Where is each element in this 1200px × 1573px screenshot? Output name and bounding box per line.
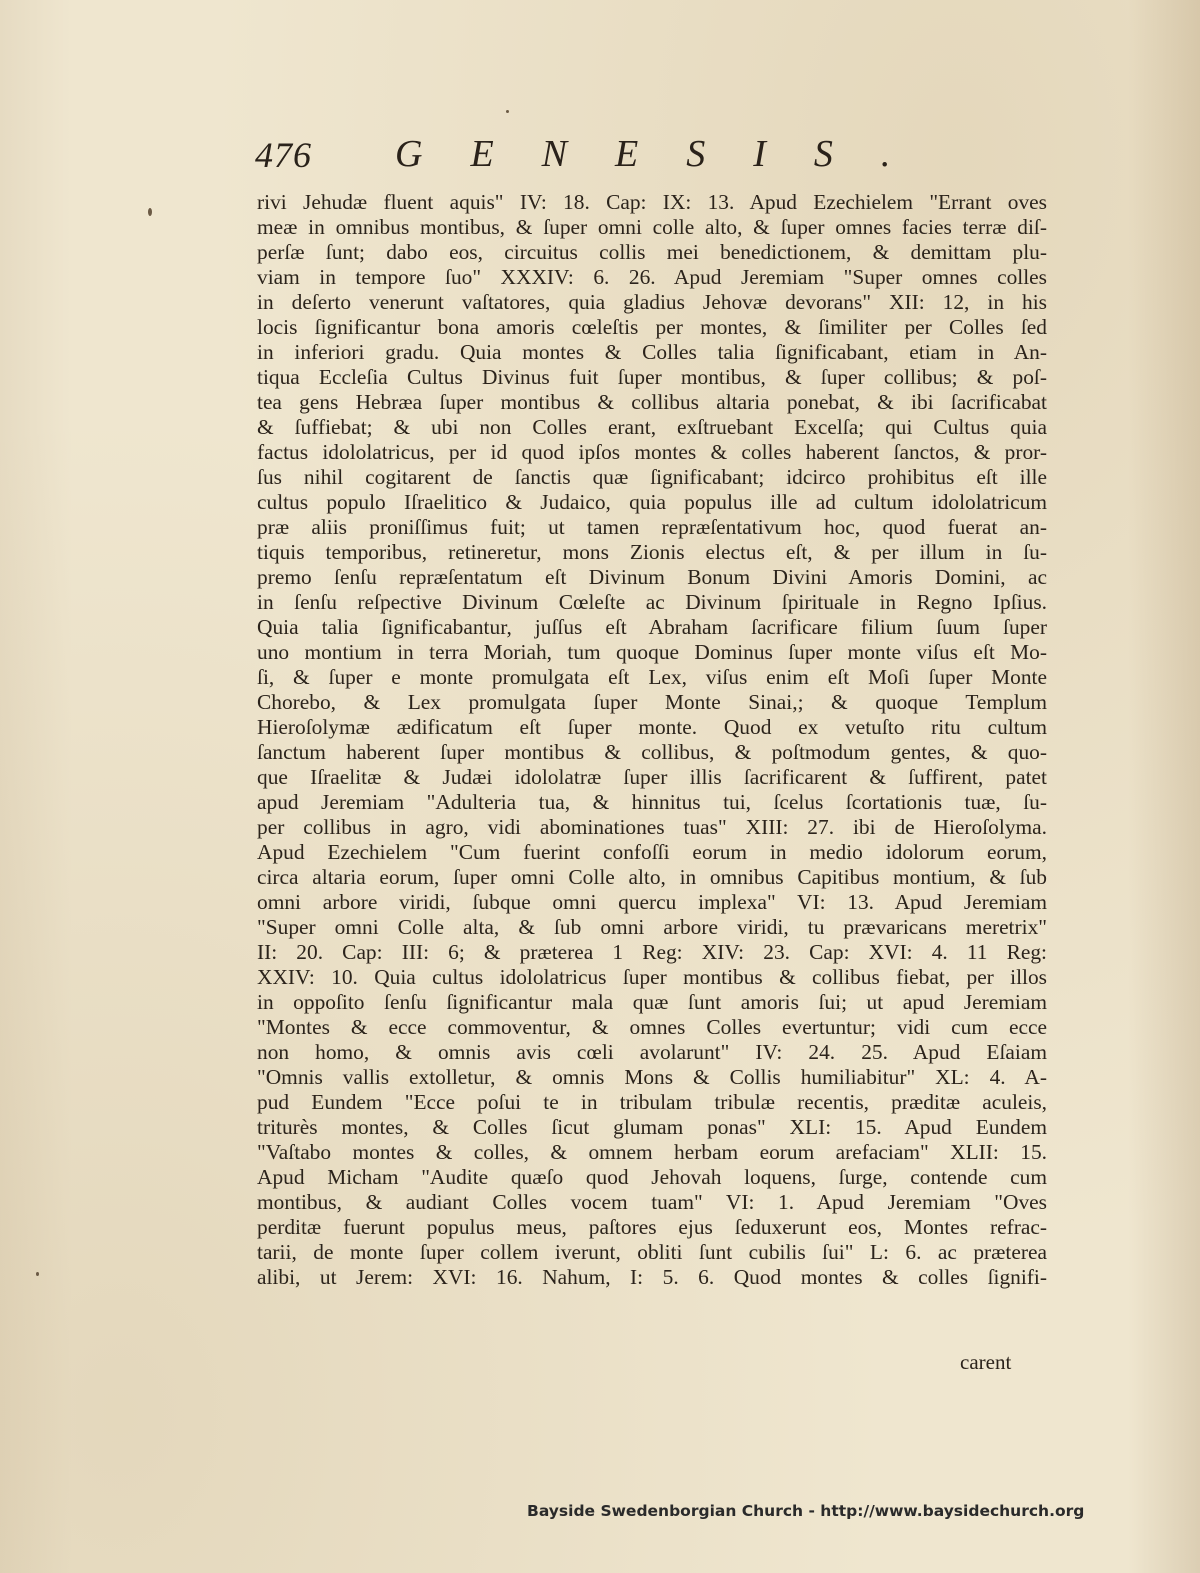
text-line: Apud Micham "Audite quæſo quod Jehovah loquens, ſurge, contende cum: [257, 1165, 1047, 1189]
text-line: apud Jeremiam "Adulteria tua, & hinnitus tui, ſcelus ſcortationis tuæ, ſu-: [257, 790, 1047, 814]
text-line: uno montium in terra Moriah, tum quoque Dominus ſuper monte viſus eſt Mo-: [257, 640, 1047, 664]
text-line: Chorebo, & Lex promulgata ſuper Monte Sinai,; & quoque Templum: [257, 690, 1047, 714]
text-line: que Iſraelitæ & Judæi idololatræ ſuper illis ſacrificarent & ſuffirent, patet: [257, 765, 1047, 789]
text-line: præ aliis proniſſimus fuit; ut tamen repræſentativum hoc, quod fuerat an-: [257, 515, 1047, 539]
text-line: "Montes & ecce commoventur, & omnes Colles evertuntur; vidi cum ecce: [257, 1015, 1047, 1039]
text-line: circa altaria eorum, ſuper omni Colle alto, in omnibus Capitibus montium, & ſub: [257, 865, 1047, 889]
text-line: XXIV: 10. Quia cultus idololatricus ſuper montibus & collibus fiebat, per illos: [257, 965, 1047, 989]
text-line: ſi, & ſuper e monte promulgata eſt Lex, viſus enim eſt Moſi ſuper Monte: [257, 665, 1047, 689]
text-line: tarii, de monte ſuper collem iverunt, obliti ſunt cubilis ſui" L: 6. ac præterea: [257, 1240, 1047, 1264]
text-line: & ſuffiebat; & ubi non Colles erant, exſtruebant Excelſa; qui Cultus quia: [257, 415, 1047, 439]
text-line: rivi Jehudæ fluent aquis" IV: 18. Cap: IX: 13. Apud Ezechielem "Errant oves: [257, 190, 1047, 214]
text-line: montibus, & audiant Colles vocem tuam" VI: 1. Apud Jeremiam "Oves: [257, 1190, 1047, 1214]
text-line: meæ in omnibus montibus, & ſuper omni colle alto, & ſuper omnes facies terræ diſ-: [257, 215, 1047, 239]
text-line: ſus nihil cogitarent de ſanctis quæ ſignificabant; idcirco prohibitus eſt ille: [257, 465, 1047, 489]
text-line: alibi, ut Jerem: XVI: 16. Nahum, I: 5. 6. Quod montes & colles ſignifi-: [257, 1265, 1047, 1289]
text-line: factus idololatricus, per id quod ipſos montes & colles haberent ſanctos, & pror-: [257, 440, 1047, 464]
text-line: in deſerto venerunt vaſtatores, quia gladius Jehovæ devorans" XII: 12, in his: [257, 290, 1047, 314]
text-line: non homo, & omnis avis cœli avolarunt" IV: 24. 25. Apud Eſaiam: [257, 1040, 1047, 1064]
text-line: omni arbore viridi, ſubque omni quercu implexa" VI: 13. Apud Jeremiam: [257, 890, 1047, 914]
paper-speck: [148, 208, 152, 216]
text-line: Quia talia ſignificabantur, juſſus eſt Abraham ſacrificare filium ſuum ſuper: [257, 615, 1047, 639]
text-line: tiqua Eccleſia Cultus Divinus fuit ſuper montibus, & ſuper collibus; & poſ-: [257, 365, 1047, 389]
running-title: GENESIS.: [395, 133, 939, 175]
text-line: II: 20. Cap: III: 6; & præterea 1 Reg: XIV: 23. Cap: XVI: 4. 11 Reg:: [257, 940, 1047, 964]
text-line: "Vaſtabo montes & colles, & omnem herbam eorum arefaciam" XLII: 15.: [257, 1140, 1047, 1164]
text-line: in ſenſu reſpective Divinum Cœleſte ac Divinum ſpirituale in Regno Ipſius.: [257, 590, 1047, 614]
paper-speck: [506, 110, 509, 113]
text-line: in oppoſito ſenſu ſignificantur mala quæ ſunt amoris ſui; ut apud Jeremiam: [257, 990, 1047, 1014]
text-line: Hieroſolymæ ædificatum eſt ſuper monte. Quod ex vetuſto ritu cultum: [257, 715, 1047, 739]
footer-credit: Bayside Swedenborgian Church - http://www.baysidechurch.org: [527, 1502, 1085, 1520]
page-header: [255, 132, 1045, 180]
text-line: premo ſenſu repræſentatum eſt Divinum Bonum Divini Amoris Domini, ac: [257, 565, 1047, 589]
body-text: [257, 190, 1047, 1290]
text-line: cultus populo Iſraelitico & Judaico, quia populus ille ad cultum idololatricum: [257, 490, 1047, 514]
text-line: viam in tempore ſuo" XXXIV: 6. 26. Apud Jeremiam "Super omnes colles: [257, 265, 1047, 289]
text-line: locis ſignificantur bona amoris cœleſtis per montes, & ſimiliter per Colles ſed: [257, 315, 1047, 339]
text-line: ſanctum haberent ſuper montibus & collibus, & poſtmodum gentes, & quo-: [257, 740, 1047, 764]
text-line: pud Eundem "Ecce poſui te in tribulam tribulæ recentis, præditæ aculeis,: [257, 1090, 1047, 1114]
text-line: "Super omni Colle alta, & ſub omni arbore viridi, tu prævaricans meretrix": [257, 915, 1047, 939]
text-line: perditæ fuerunt populus meus, paſtores ejus ſeduxerunt eos, Montes refrac-: [257, 1215, 1047, 1239]
page-number: 476: [255, 135, 312, 175]
text-line: per collibus in agro, vidi abominationes tuas" XIII: 27. ibi de Hieroſolyma.: [257, 815, 1047, 839]
text-line: triturès montes, & Colles ſicut glumam ponas" XLI: 15. Apud Eundem: [257, 1115, 1047, 1139]
text-line: perſæ ſunt; dabo eos, circuitus collis mei benedictionem, & demittam plu-: [257, 240, 1047, 264]
text-line: tiquis temporibus, retineretur, mons Zionis electus eſt, & per illum in ſu-: [257, 540, 1047, 564]
paper-speck: [36, 1272, 39, 1276]
text-line: "Omnis vallis extolletur, & omnis Mons & Collis humiliabitur" XL: 4. A-: [257, 1065, 1047, 1089]
text-line: in inferiori gradu. Quia montes & Colles talia ſignificabant, etiam in An-: [257, 340, 1047, 364]
text-line: tea gens Hebræa ſuper montibus & collibus altaria ponebat, & ibi ſacrificabat: [257, 390, 1047, 414]
catchword: carent: [960, 1350, 1012, 1374]
text-line: Apud Ezechielem "Cum fuerint confoſſi eorum in medio idolorum eorum,: [257, 840, 1047, 864]
